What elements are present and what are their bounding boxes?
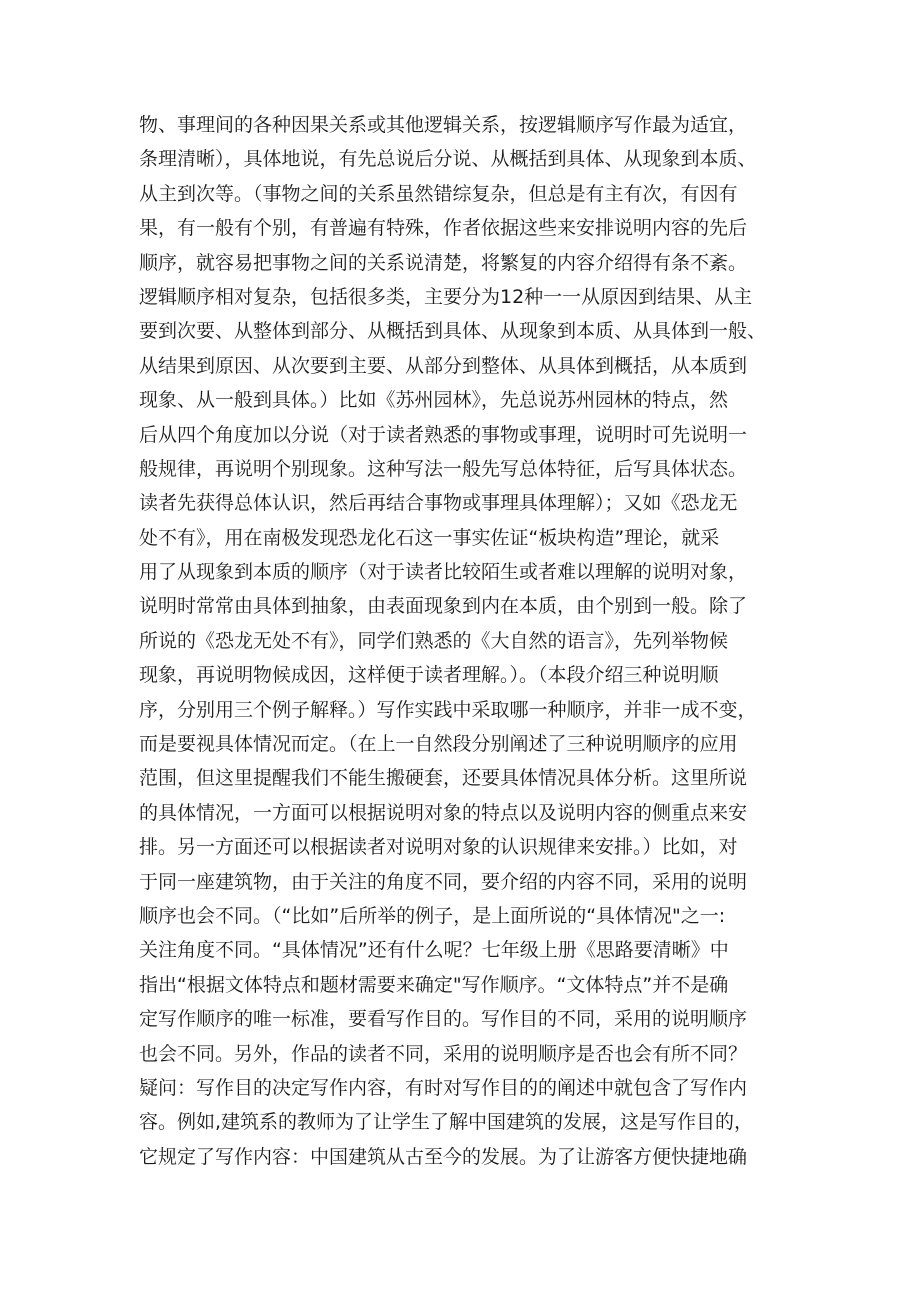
text-line: 关注角度不同。“具体情况”还有什么呢？七年级上册《思路要清晰》中	[139, 939, 729, 962]
text-line: 的具体情况，一方面可以根据说明对象的特点以及说明内容的侧重点来安	[139, 801, 748, 824]
text-line: 于同一座建筑物，由于关注的角度不同，要介绍的内容不同，采用的说明	[139, 870, 748, 893]
text-line: 物、事理间的各种因果关系或其他逻辑关系，按逻辑顺序写作最为适宜，	[139, 114, 748, 136]
text-line: 处不有》，用在南极发现恐龙化石这一事实佐证“板块构造”理论，就采	[139, 526, 720, 549]
text-line: 疑问：写作目的决定写作内容，有时对写作目的的阐述中就包含了写作内	[139, 1076, 748, 1099]
text-line: 定写作顺序的唯一标准，要看写作目的。写作目的不同，采用的说明顺序	[139, 1008, 748, 1031]
text-line: 从主到次等。（事物之间的关系虽然错综复杂，但总是有主有次，有因有	[139, 182, 738, 205]
text-line: 现象，再说明物候成因，这样便于读者理解。）。（本段介绍三种说明顺	[139, 664, 719, 687]
text-line: 也会不同。另外，作品的读者不同，采用的说明顺序是否也会有所不同？	[139, 1042, 748, 1065]
text-line: 现象、从一般到具体。）比如《苏州园林》，先总说苏州园林的特点，然	[139, 389, 729, 412]
text-line: 说明时常常由具体到抽象，由表面现象到内在本质，由个别到一般。除了	[139, 595, 748, 618]
text-line: 从结果到原因、从次要到主要、从部分到整体、从具体到概括，从本质到	[139, 354, 748, 377]
text-line: 般规律，再说明个别现象。这种写法一般先写总体特征，后写具体状态。	[139, 457, 748, 480]
text-line: 序，分别用三个例子解释。）写作实践中采取哪一种顺序，并非一成不变，	[139, 698, 757, 721]
text-line: 逻辑顺序相对复杂，包括很多类，主要分为12种一一从原因到结果、从主	[139, 285, 753, 308]
text-line: 顺序，就容易把事物之间的关系说清楚，将繁复的内容介绍得有条不紊。	[139, 251, 748, 274]
text-line: 条理清晰），具体地说，有先总说后分说、从概括到具体、从现象到本质、	[139, 148, 757, 171]
text-line: 它规定了写作内容：中国建筑从古至今的发展。为了让游客方便快捷地确	[139, 1145, 748, 1168]
text-line: 所说的《恐龙无处不有》，同学们熟悉的《大自然的语言》，先列举物候	[139, 629, 729, 652]
text-line: 顺序也会不同。（“比如”后所举的例子，是上面所说的“具体情况"之一:	[139, 904, 726, 927]
text-line: 而是要视具体情况而定。（在上一自然段分别阐述了三种说明顺序的应用	[139, 733, 738, 756]
text-line: 范围，但这里提醒我们不能生搬硬套，还要具体情况具体分析。这里所说	[139, 767, 748, 790]
text-line: 用了从现象到本质的顺序（对于读者比较陌生或者难以理解的说明对象，	[139, 561, 748, 584]
text-line: 排。另一方面还可以根据读者对说明对象的认识规律来安排。）比如，对	[139, 836, 738, 859]
text-line: 读者先获得总体认识，然后再结合事物或事理具体理解）；又如《恐龙无	[139, 492, 738, 515]
text-line: 容。例如,建筑系的教师为了让学生了解中国建筑的发展，这是写作目的，	[139, 1111, 754, 1134]
text-line: 后从四个角度加以分说（对于读者熟悉的事物或事理，说明时可先说明一	[139, 423, 748, 446]
text-line: 指出“根据文体特点和题材需要来确定"写作顺序。“文体特点”并不是确	[139, 973, 729, 996]
body-text	[139, 108, 799, 1174]
text-line: 果，有一般有个别，有普遍有特殊，作者依据这些来安排说明内容的先后	[139, 217, 748, 240]
text-line: 要到次要、从整体到部分、从概括到具体、从现象到本质、从具体到一般、	[139, 320, 767, 343]
